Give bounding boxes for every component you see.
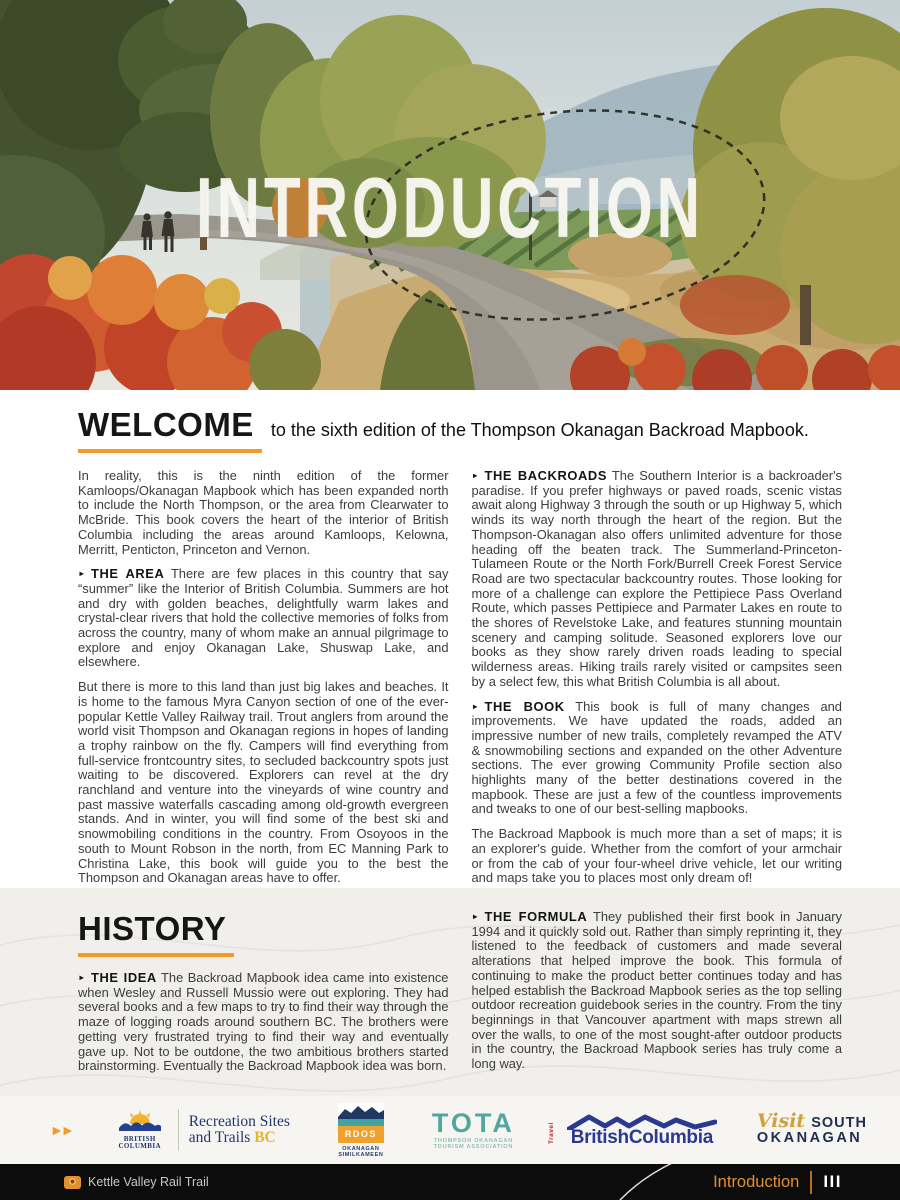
footer-section-name: Introduction	[713, 1172, 800, 1191]
page-footer	[0, 1164, 900, 1200]
tota-sub2: TOURISM ASSOCIATION	[433, 1144, 514, 1150]
logo-visit-south-okanagan	[756, 1110, 867, 1146]
vso-okanagan: OKANAGAN	[756, 1130, 863, 1146]
welcome-subheading: to the sixth edition of the Thompson Okanagan Backroad Mapbook.	[270, 420, 809, 440]
double-chevron-icon: ►►	[50, 1122, 72, 1138]
welcome-columns	[78, 469, 842, 896]
rdos-sub1: OKANAGAN	[342, 1145, 380, 1152]
bc-government-crest-icon	[112, 1110, 168, 1151]
recsites-line2: and Trails	[188, 1129, 251, 1146]
photo-credit-text: Kettle Valley Rail Trail	[88, 1175, 209, 1189]
paragraph	[78, 469, 449, 557]
page-number: III	[823, 1172, 842, 1191]
paragraph-text: The Backroad Mapbook idea came into existence when Wesley and Russell Mussio were out exploring. They had several books and a few maps to try to find their way through the maze of logging roads around southern BC. The brothers were getting very frustrated trying to find their way and eventually gave up. Not to be outdone, the two ambitious brothers started brainstorming. Eventually the Backroad Mapbook idea was born.	[78, 970, 449, 1074]
paragraph-text: The Backroad Mapbook is much more than a set of maps; it is an explorer's guide. Whether from the comfort of your armchair or from the cab of your four-wheel drive vehicle, let our writing and maps take you to places most only dream of!	[471, 826, 842, 886]
hero-photo	[0, 0, 900, 390]
recsites-line1: Recreation Sites	[188, 1113, 290, 1130]
welcome-heading: WELCOME	[78, 406, 262, 453]
welcome-section	[0, 390, 900, 888]
paragraph-lead: ► THE AREA	[78, 566, 164, 581]
travel-bc-prefix: Travel	[547, 1122, 555, 1144]
paragraph-text: There are few places in this country that say “summer” like the Interior of British Columbia. Summers are hot and dry with golden beaches, delightfully warm lakes and crystal-clear rivers that hold the collective memories of folks from across the country, many of whom make an annual pilgrimage to explore and enjoy Okanagan Lake, Shuswap Lake, and elsewhere.	[78, 566, 449, 670]
partner-logo-strip	[0, 1096, 900, 1164]
paragraph-text: The Southern Interior is a backroader's paradise. If you prefer highways or paved roads, scenic vistas await along Highway 3 through the south or up Highway 5, which winds its way north through the heart of the region. But the Thompson-Okanagan also offers unlimited adventure for those heading off the beaten track. The Summerland-Princeton-Tulameen Route or the North Fork/Burrell Creek Forest Service Road are two spectacular backcountry routes. Those looking for more of a challenge can explore the Pettipiece Pass Overland Route, which passes Pettipiece and Parmater Lakes en route to the shores of Revelstoke Lake, and features stunning mountain scenery and camping solitude. Seasoned explorers love our books as they show rarely driven roads leading to special wilderness areas. Hiking trails rarely visited or campsites seen by a select few, this what British Columbia is all about.	[471, 468, 842, 689]
paragraph	[78, 680, 449, 886]
lower-area	[0, 888, 900, 1164]
paragraph	[78, 567, 449, 670]
history-section	[0, 888, 900, 1096]
paragraph-text: But there is more to this land than just big lakes and beaches. It is home to the famous Myra Canyon section of one of the ever-popular Kettle Valley Railway trail. Trout anglers from around the world visit Thompson and Okanagan regions in hopes of landing a trophy rainbow on the fly. Campers will find everything from full-service frontcountry sites, to secluded backcountry spots just waiting to be discovered. Explorers can revel at the dry ranchland and venture into the vineyards of wine country and past massive waterfalls cascading among old-growth evergreen stands. And in winter, you will find some of the best ski and snowmobiling conditions in the country. From Osoyoos in the south to Mount Robson in the north, from EC Manning Park to Christina Lake, this book will guide you to the best the Thompson and Okanagan areas have to offer.	[78, 679, 449, 886]
photo-credit	[64, 1175, 209, 1189]
sun-mountains-icon	[118, 1110, 162, 1136]
paragraph	[78, 971, 449, 1074]
bc-gov-org-line1: BRITISH	[123, 1134, 156, 1143]
footer-divider	[810, 1171, 812, 1194]
paragraph-text: They published their first book in January 1994 and it quickly sold out. Rather than simply reprinting it, they listened to the feedback of customers and made several alterations that helped improve the book. This formula of continuing to make the product better continues today and has helped establish the Backroad Mapbook series as the top selling outdoor recreation guidebook series in the country. From the tiny beginnings in that Vancouver apartment with maps strewn all over the walls, to one of the most sought-after outdoor products in the country, the Backroad Mapbook series has truly come a long way.	[471, 909, 842, 1072]
recsites-bc: BC	[254, 1129, 276, 1146]
paragraph	[472, 910, 843, 1072]
history-columns	[78, 910, 842, 1084]
logo-travel-british-columbia	[547, 1114, 717, 1148]
paragraph-lead: ► THE BOOK	[472, 699, 565, 714]
paragraph-lead: ► THE IDEA	[78, 970, 157, 985]
welcome-left-column	[78, 469, 449, 896]
tota-wordmark: TOTA	[431, 1107, 515, 1138]
welcome-heading-row	[78, 406, 842, 453]
vso-south: SOUTH	[811, 1115, 867, 1131]
paragraph-text: In reality, this is the ninth edition of the former Kamloops/Okanagan Mapbook which has been expanded north to include the North Thompson, or the area from Clearwater to McBride. This book covers the heart of the interior of British Columbia including the areas around Kamloops, Kelowna, Merritt, Penticton, Princeton and Vernon.	[78, 468, 449, 557]
history-left-column	[78, 910, 449, 1084]
hero-title: INTRODUCTION	[196, 159, 704, 255]
history-heading: HISTORY	[78, 910, 234, 957]
camera-icon	[64, 1176, 81, 1189]
welcome-right-column	[472, 469, 843, 896]
logo-divider	[178, 1109, 179, 1151]
recreation-sites-wordmark	[189, 1114, 290, 1146]
paragraph	[472, 700, 843, 818]
rdos-emblem-icon	[338, 1103, 384, 1143]
logo-rdos	[330, 1103, 392, 1158]
paragraph-lead: ► THE FORMULA	[472, 909, 588, 924]
history-right-column	[472, 910, 843, 1084]
logo-recreation-sites-trails-bc	[112, 1109, 290, 1151]
rdos-acronym: RDOS	[338, 1126, 384, 1143]
travel-bc-wordmark: BritishColumbia	[570, 1127, 713, 1148]
vso-script-word: Visit	[756, 1110, 806, 1132]
paragraph-lead: ► THE BACKROADS	[472, 468, 608, 483]
paragraph	[472, 469, 843, 690]
page-number-box	[713, 1171, 842, 1194]
logo-tota	[431, 1107, 515, 1151]
tota-sub1: THOMPSON OKANAGAN	[433, 1137, 514, 1144]
bc-gov-org-line2: COLUMBIA	[118, 1142, 161, 1150]
paragraph	[472, 827, 843, 886]
rdos-sub2: SIMILKAMEEN	[338, 1151, 384, 1158]
paragraph-text: This book is full of many changes and improvements. We have updated the roads, added an impressive number of new trails, completely revamped the ATV & snowmobiling sections and expanded on the other Adventure sections. The ever growing Community Profile section also highlights many of the better destinations covered in the mapbook. These are just a few of the countless improvements and tweaks to one of our best-selling mapbooks.	[471, 698, 842, 817]
